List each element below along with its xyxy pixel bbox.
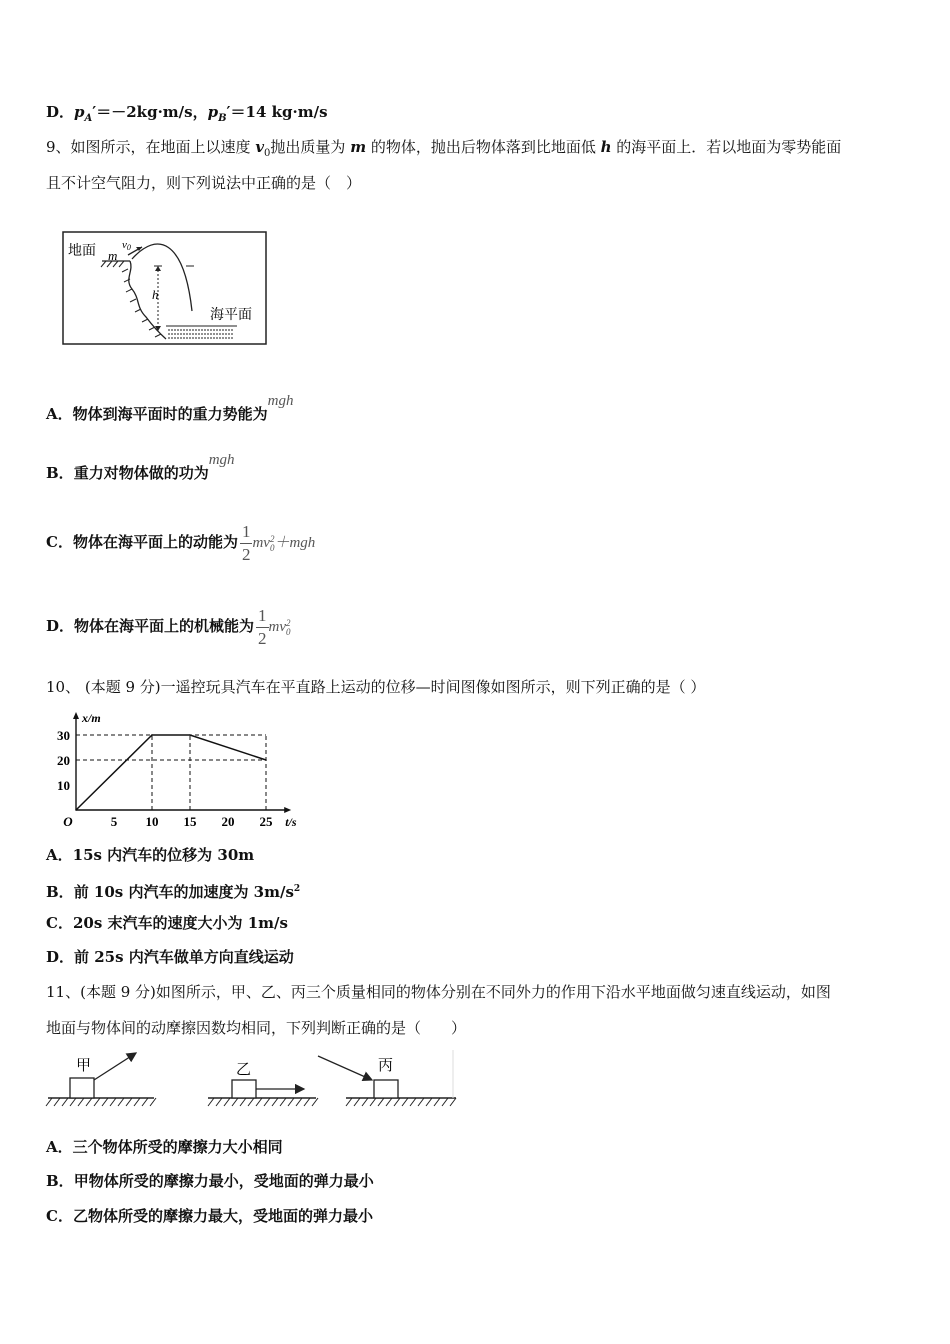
x-tick-label: 15 bbox=[183, 814, 197, 829]
q10-option-d: D．前 25s 内汽车做单方向直线运动 bbox=[46, 948, 294, 966]
q9-figure bbox=[62, 231, 268, 346]
y-axis-arrow bbox=[73, 712, 79, 719]
data-point bbox=[189, 734, 191, 736]
data-point bbox=[75, 809, 77, 811]
q10-stem: 10、 (本题 9 分)一遥控玩具汽车在平直路上运动的位移—时间图像如图所示，则下列正确的是（ ） bbox=[46, 678, 706, 696]
origin-label: O bbox=[63, 814, 73, 829]
q11-option-b: B．甲物体所受的摩擦力最小，受地面的弹力最小 bbox=[46, 1172, 374, 1190]
q11-figure bbox=[46, 1046, 458, 1116]
x-tick-label: 5 bbox=[110, 814, 118, 829]
x-tick-label: 10 bbox=[145, 814, 159, 829]
q9-option-d: D．物体在海平面上的机械能为 $\frac{1}{2}$ mv 2 0 bbox=[46, 605, 291, 648]
xt-series-line bbox=[76, 735, 266, 810]
mass-label: m bbox=[108, 248, 118, 263]
x-tick-label: 20 bbox=[221, 814, 235, 829]
q10-xt-chart bbox=[50, 704, 297, 836]
q9-stem-line1: 9、如图所示，在地面上以速度 $v_0$抛出质量为 m 的物体，抛出后物体落到比地面低 h 的海平面上．若以地面为零势能面 bbox=[46, 138, 842, 159]
x-axis-arrow bbox=[284, 807, 291, 813]
block-jia bbox=[46, 1053, 156, 1106]
q9-stem-line2: 且不计空气阻力，则下列说法中正确的是（ ） bbox=[46, 174, 362, 192]
svg-text:丙: 丙 bbox=[378, 1058, 394, 1074]
x-axis-label: t/s bbox=[285, 815, 297, 829]
data-point bbox=[151, 734, 153, 736]
block-bing bbox=[318, 1050, 456, 1106]
q9-option-a: A．物体到海平面时的重力势能为mgh bbox=[46, 393, 294, 423]
y-tick-label: 20 bbox=[57, 753, 70, 768]
y-tick-label: 10 bbox=[57, 778, 70, 793]
svg-text:乙: 乙 bbox=[236, 1062, 252, 1078]
y-tick-label: 30 bbox=[57, 728, 70, 743]
x-tick-label: 25 bbox=[259, 814, 273, 829]
block-yi bbox=[208, 1062, 318, 1106]
v0-label: v0 bbox=[122, 239, 131, 252]
q9-option-c: C．物体在海平面上的动能为 $\frac{1}{2}$ mv 2 0 ＋mgh bbox=[46, 521, 316, 564]
q10-option-a: A．15s 内汽车的位移为 30m bbox=[46, 846, 255, 864]
sea-label: 海平面 bbox=[210, 308, 252, 323]
q9-option-b: B．重力对物体做的功为mgh bbox=[46, 452, 235, 482]
y-axis-label: x/m bbox=[82, 711, 101, 725]
svg-text:甲: 甲 bbox=[76, 1058, 92, 1074]
h-label: h bbox=[152, 287, 159, 302]
q11-option-a: A．三个物体所受的摩擦力大小相同 bbox=[46, 1138, 283, 1156]
q11-option-c: C．乙物体所受的摩擦力最大，受地面的弹力最小 bbox=[46, 1207, 373, 1225]
data-point bbox=[265, 759, 267, 761]
q10-option-c: C．20s 末汽车的速度大小为 1m/s bbox=[46, 914, 288, 932]
q11-stem-line2: 地面与物体间的动摩擦因数均相同，下列判断正确的是（ ） bbox=[46, 1019, 467, 1037]
ground-label: 地面 bbox=[68, 244, 96, 259]
q10-option-b: B．前 10s 内汽车的加速度为 $3m/s^2$ bbox=[46, 883, 301, 901]
q11-stem-line1: 11、(本题 9 分)如图所示，甲、乙、丙三个质量相同的物体分别在不同外力的作用下沿水平地面做匀速直线运动，如图 bbox=[46, 983, 831, 1001]
q8-option-d: D．$p_A'=-2kg\cdot m/s$，$p_B'=14$ kg·m/s bbox=[46, 103, 328, 124]
